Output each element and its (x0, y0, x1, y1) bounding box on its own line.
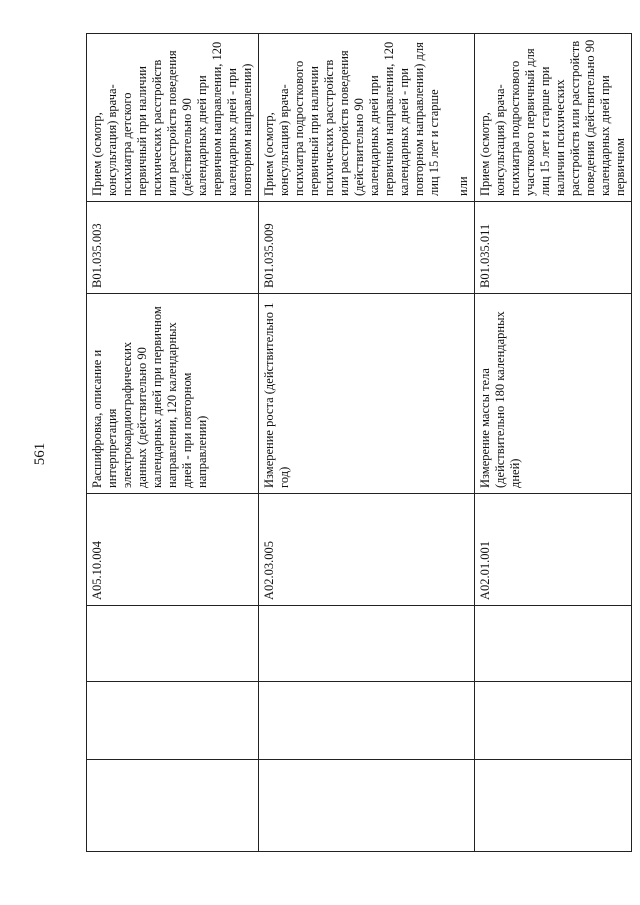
service-name-cell: Измерение роста (действительно 1 год) (259, 294, 475, 494)
empty-cell (475, 682, 632, 760)
empty-cell (87, 760, 259, 852)
service-code-cell: A02.01.001 (475, 494, 632, 606)
table-row (87, 34, 259, 852)
consult-text-cell (259, 34, 475, 202)
empty-cell (259, 760, 475, 852)
consult-code-cell: B01.035.011 (475, 202, 632, 294)
empty-cell (475, 760, 632, 852)
empty-cell (475, 606, 632, 682)
service-code-cell: A05.10.004 (87, 494, 259, 606)
empty-cell (87, 682, 259, 760)
service-name-cell: Измерение массы тела (действительно 180 календарных дней) (475, 294, 632, 494)
consult-text: Прием (осмотр, консультация) врача-психиатра подросткового первичный при наличии психических расстройств или расстройств поведения (действительно 90 календарных дней при первичном направлении, 120 календарных дней - при повторном направлении) для лиц 15 лет и старше (262, 41, 441, 196)
page-number: 561 (32, 442, 48, 466)
services-table (86, 33, 632, 852)
table-row (259, 34, 475, 852)
consult-code-cell: B01.035.003 (87, 202, 259, 294)
consult-text-cell: Прием (осмотр, консультация) врача-психиатра детского первичный при наличии психических расстройств или расстройств поведения (действительно 90 календарных дней при первичном направлении, 120 календарных дней - при повторном направлении) (87, 34, 259, 202)
empty-cell (259, 606, 475, 682)
empty-cell (87, 606, 259, 682)
service-name-cell: Расшифровка, описание и интерпретация электрокардиографических данных (действительно 90 календарных дней при первичном направлении, 120 календарных дней - при повторном направлении) (87, 294, 259, 494)
separator-text: или (456, 176, 470, 196)
consult-text-cell: Прием (осмотр, консультация) врача-психиатра подросткового участкового первичный для лиц 15 лет и старше при наличии психических расстройств или расстройств поведения (действительно 90 календарных дней при первичном (475, 34, 632, 202)
rotated-table-container (86, 34, 627, 852)
empty-cell (259, 682, 475, 760)
service-code-cell: A02.03.005 (259, 494, 475, 606)
consult-code-cell: B01.035.009 (259, 202, 475, 294)
table-row (475, 34, 632, 852)
